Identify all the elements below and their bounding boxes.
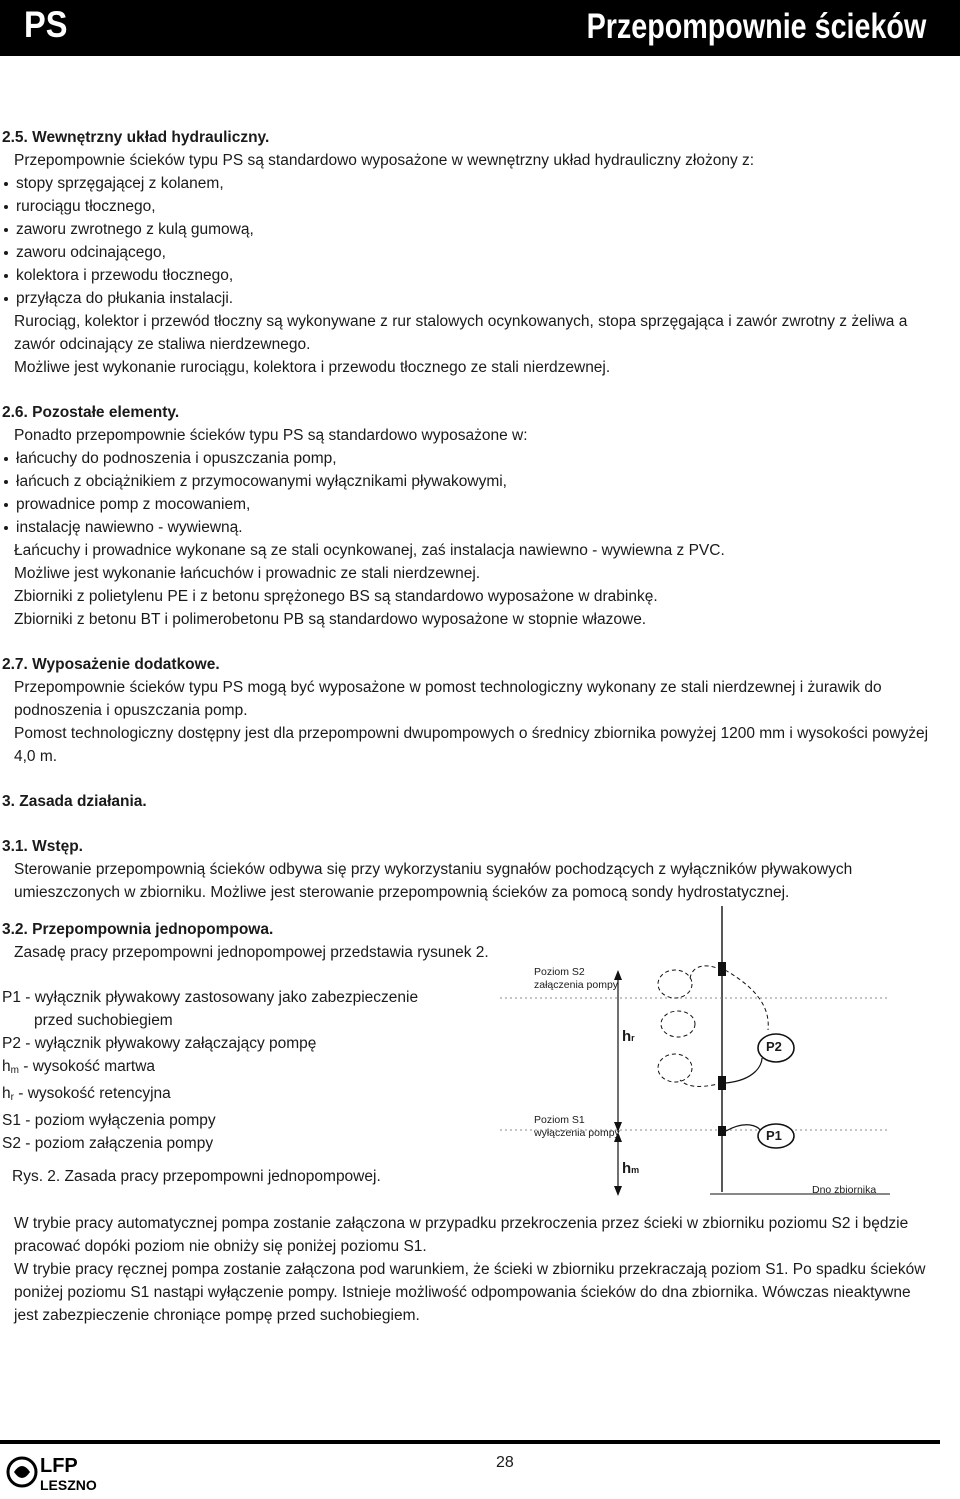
- other-elements-list: [2, 447, 937, 539]
- legend-hr: $h_r$ - wysokość retencyjna: [2, 1085, 171, 1103]
- section-heading-2-5: 2.5. Wewnętrzny układ hydrauliczny.: [2, 129, 270, 146]
- section-heading-3-1: 3.1. Wstęp.: [2, 838, 83, 855]
- footer-rule: [0, 1440, 940, 1444]
- switch-clamp-p1: [718, 1126, 726, 1136]
- section-heading-2-6: 2.6. Pozostałe elementy.: [2, 404, 180, 421]
- paragraph: Sterowanie przepompownią ścieków odbywa się przy wykorzystaniu sygnałów pochodzących z wyłączników pływakowych umieszczonych w zbiorniku. Możliwe jest sterowanie przepompownią ścieków za pomocą sondy hydrostatycznej.: [14, 861, 853, 901]
- legend-p2: P2 - wyłącznik pływakowy załączający pompę: [2, 1035, 317, 1052]
- label-s2: Poziom S2 załączenia pompy: [534, 966, 619, 991]
- list-item: zaworu zwrotnego z kulą gumową,: [2, 218, 937, 241]
- paragraph: Możliwe jest wykonanie rurociągu, kolektora i przewodu tłocznego ze stali nierdzewnej.: [14, 359, 611, 376]
- label-s1: Poziom S1 wyłączenia pompy: [534, 1114, 620, 1139]
- section-heading-3: 3. Zasada działania.: [2, 793, 147, 810]
- list-item: przyłącza do płukania instalacji.: [2, 287, 937, 310]
- paragraph: Łańcuchy i prowadnice wykonane są ze stali ocynkowanej, zaś instalacja nawiewno - wywiewna z PVC.: [14, 542, 725, 559]
- main-content: [2, 126, 937, 904]
- operation-description: [2, 1212, 937, 1327]
- svg-text:LESZNO: LESZNO: [40, 1477, 97, 1493]
- paragraph: Ponadto przepompownie ścieków typu PS są standardowo wyposażone w:: [14, 427, 528, 444]
- float-switch-diagram: [500, 900, 900, 1200]
- paragraph: Pomost technologiczny dostępny jest dla przepompowni dwupompowych o średnicy zbiornika powyżej 1200 mm i wysokości powyżej 4,0 m.: [14, 725, 929, 765]
- paragraph: Możliwe jest wykonanie łańcuchów i prowadnic ze stali nierdzewnej.: [14, 565, 481, 582]
- legend-hm: $h_m$ - wysokość martwa: [2, 1058, 156, 1076]
- svg-text:LFP: LFP: [40, 1455, 78, 1477]
- figure-legend: [2, 986, 418, 1155]
- paragraph: Zbiorniki z polietylenu PE i z betonu sprężonego BS są standardowo wyposażone w drabinkę.: [14, 588, 658, 605]
- list-item: zaworu odcinającego,: [2, 241, 937, 264]
- legend-p1-cont: przed suchobiegiem: [34, 1012, 173, 1029]
- float-p2-upper-ghost: [658, 970, 692, 998]
- list-item: stopy sprzęgającej z kolanem,: [2, 172, 937, 195]
- hydraulic-components-list: [2, 172, 937, 310]
- label-tank-bottom: Dno zbiornika: [812, 1184, 877, 1196]
- paragraph: Zbiorniki z betonu BT i polimerobetonu PB są standardowo wyposażone w stopnie włazowe.: [14, 611, 647, 628]
- list-item: prowadnice pomp z mocowaniem,: [2, 493, 937, 516]
- float-p2-lower-ghost: [658, 1054, 692, 1082]
- label-hr: hr: [622, 1028, 635, 1045]
- page-number: 28: [496, 1454, 514, 1471]
- product-code: PS: [24, 4, 68, 45]
- lfp-logo-icon: [4, 1450, 139, 1494]
- company-logo: [4, 1450, 139, 1499]
- paragraph: W trybie pracy automatycznej pompa zostanie załączona w przypadku przekroczenia przez ścieki w zbiorniku poziomu S2 i będzie pracować dopóki poziom nie obniży się poniżej poziomu S1.: [14, 1215, 909, 1255]
- page-header: [0, 0, 960, 56]
- paragraph: Przepompownie ścieków typu PS są standardowo wyposażone w wewnętrzny układ hydrauliczny złożony z:: [14, 152, 755, 169]
- legend-s1: S1 - poziom wyłączenia pompy: [2, 1112, 216, 1129]
- legend-s2: S2 - poziom załączenia pompy: [2, 1135, 214, 1152]
- paragraph: Przepompownie ścieków typu PS mogą być wyposażone w pomost technologiczny wykonany ze stali nierdzewnej i żurawik do podnoszenia i opuszczania pomp.: [14, 679, 882, 719]
- page-title: Przepompownie ścieków: [586, 7, 926, 46]
- section-heading-2-7: 2.7. Wyposażenie dodatkowe.: [2, 656, 220, 673]
- paragraph: W trybie pracy ręcznej pompa zostanie załączona pod warunkiem, że ścieki w zbiorniku przekraczają poziom S1. Po spadku ścieków poniżej poziomu S1 nastąpi wyłączenie pompy. Istnieje możliwość odpompowania ścieków do dna zbiornika. Wówczas nieaktywne jest zabezpieczenie chroniące pompę przed suchobiegiem.: [14, 1261, 926, 1324]
- paragraph: Rurociąg, kolektor i przewód tłoczny są wykonywane z rur stalowych ocynkowanych, stopa sprzęgająca i zawór zwrotny z żeliwa a zawór odcinający ze staliwa nierdzewnego.: [14, 313, 908, 353]
- list-item: łańcuch z obciążnikiem z przymocowanymi wyłącznikami pływakowymi,: [2, 470, 937, 493]
- list-item: rurociągu tłocznego,: [2, 195, 937, 218]
- label-p1: P1: [766, 1128, 782, 1143]
- section-3-2: [2, 918, 489, 964]
- section-heading-3-2: 3.2. Przepompownia jednopompowa.: [2, 921, 274, 938]
- list-item: instalację nawiewno - wywiewną.: [2, 516, 937, 539]
- diagram-drawing: [500, 900, 900, 1200]
- paragraph: Zasadę pracy przepompowni jednopompowej przedstawia rysunek 2.: [14, 944, 489, 961]
- list-item: łańcuchy do podnoszenia i opuszczania pomp,: [2, 447, 937, 470]
- legend-p1: P1 - wyłącznik pływakowy zastosowany jako zabezpieczenie: [2, 989, 419, 1006]
- label-hm: hm: [622, 1160, 640, 1177]
- list-item: kolektora i przewodu tłocznego,: [2, 264, 937, 287]
- figure-caption: Rys. 2. Zasada pracy przepompowni jednopompowej.: [12, 1168, 381, 1185]
- label-p2: P2: [766, 1039, 782, 1054]
